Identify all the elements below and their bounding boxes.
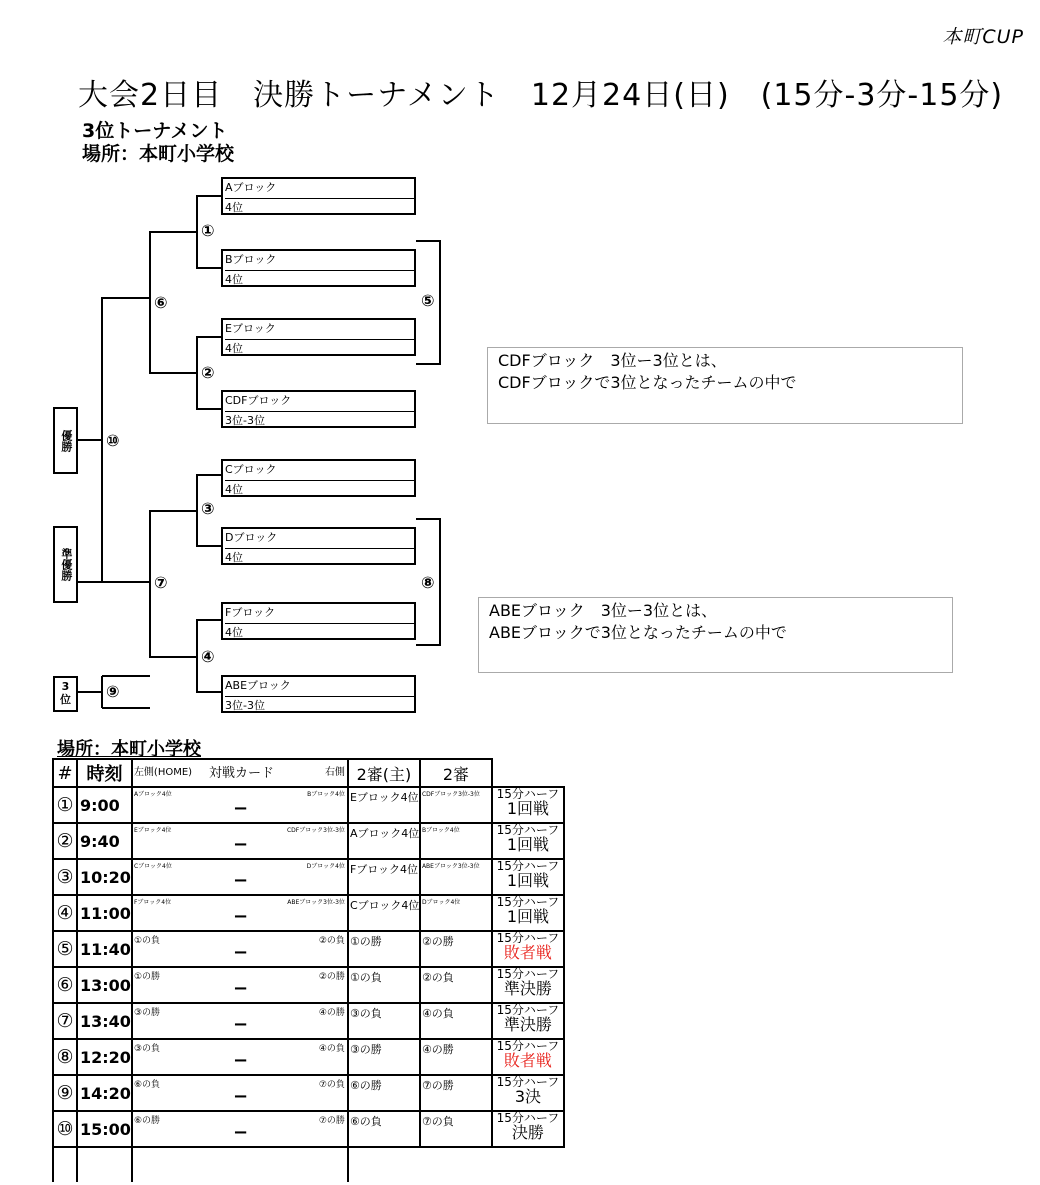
empty-cell <box>132 1147 348 1182</box>
match-number: ④ <box>201 647 215 666</box>
home-team: ①の勝 <box>133 972 161 982</box>
result-runner-up: 準優勝 <box>53 526 78 603</box>
slot-block: Cブロック <box>225 463 277 476</box>
match-duration: 15分ハーフ <box>496 1111 560 1125</box>
match-number: ⑦ <box>154 573 168 592</box>
referee-sub: ⑦の勝 <box>421 1079 454 1092</box>
note-abe <box>478 597 953 673</box>
referee-main: ⑥の負 <box>349 1115 382 1128</box>
match-no-cell: ⑨ <box>53 1075 77 1111</box>
bracket-slot <box>221 177 416 215</box>
cup-tag: 本町CUP <box>942 26 1024 48</box>
vs-mark: − <box>232 1086 249 1107</box>
empty-cell <box>492 1147 564 1182</box>
match-card-cell <box>132 1111 348 1147</box>
referee-sub: CDFブロック3位-3位 <box>421 791 480 798</box>
vs-mark: − <box>232 978 249 999</box>
match-time-cell: 9:40 <box>77 823 132 859</box>
referee-main: ③の負 <box>349 1007 382 1020</box>
note-line: ABEブロックで3位となったチームの中で <box>489 623 787 643</box>
slot-block: Eブロック <box>225 322 276 335</box>
away-team: ④の勝 <box>318 1008 345 1018</box>
table-row <box>53 1111 564 1147</box>
match-time-cell: 10:20 <box>77 859 132 895</box>
match-time-cell: 11:00 <box>77 895 132 931</box>
referee-sub-cell <box>420 1075 492 1111</box>
table-row <box>53 931 564 967</box>
home-team: ⑥の負 <box>133 1080 161 1090</box>
away-team: ②の勝 <box>318 972 345 982</box>
referee-sub-cell <box>420 787 492 823</box>
away-team: ②の負 <box>318 936 345 946</box>
referee-main-cell <box>348 1075 420 1111</box>
referee-sub-cell <box>420 859 492 895</box>
match-duration: 15分ハーフ <box>496 1003 560 1017</box>
schedule-table <box>52 758 565 1182</box>
slot-rank: 4位 <box>225 623 416 640</box>
slot-block: Aブロック <box>225 181 277 194</box>
match-no-cell: ① <box>53 787 77 823</box>
match-round: 1回戦 <box>506 870 550 890</box>
referee-main-cell <box>348 823 420 859</box>
table-row <box>53 1075 564 1111</box>
table-row-empty <box>53 1147 564 1182</box>
referee-sub: ④の負 <box>421 1007 454 1020</box>
vs-mark: − <box>232 870 249 891</box>
bracket-slot <box>221 602 416 640</box>
subtitle-third-place: 3位トーナメント <box>82 120 228 142</box>
match-kind-cell <box>492 931 564 967</box>
match-round: 敗者戦 <box>503 1050 552 1070</box>
match-number: ⑩ <box>106 431 120 450</box>
match-number: ① <box>201 221 215 240</box>
referee-sub-cell <box>420 1111 492 1147</box>
referee-sub: ④の勝 <box>421 1043 454 1056</box>
referee-sub: ②の勝 <box>421 935 454 948</box>
referee-main: ⑥の勝 <box>349 1079 382 1092</box>
home-team: ⑥の勝 <box>133 1116 161 1126</box>
vs-mark: − <box>232 906 249 927</box>
note-line: CDFブロック 3位ー3位とは、 <box>498 351 727 370</box>
match-round: 3決 <box>514 1086 542 1106</box>
col-away: 右側 <box>324 767 345 778</box>
slot-rank: 4位 <box>225 480 416 497</box>
slot-block: Fブロック <box>225 606 276 619</box>
match-time-cell: 15:00 <box>77 1111 132 1147</box>
match-duration: 15分ハーフ <box>496 823 560 837</box>
match-duration: 15分ハーフ <box>496 895 560 909</box>
referee-sub: ABEブロック3位-3位 <box>421 863 480 870</box>
vs-mark: − <box>232 798 249 819</box>
referee-main-cell <box>348 1039 420 1075</box>
empty-cell <box>420 1147 492 1182</box>
referee-main: ①の負 <box>349 971 382 984</box>
slot-rank: 4位 <box>225 270 416 287</box>
slot-rank: 4位 <box>225 548 416 565</box>
match-kind-cell <box>492 1111 564 1147</box>
note-cdf <box>487 347 963 424</box>
match-number: ⑤ <box>421 291 435 310</box>
bracket-slot <box>221 390 416 428</box>
result-champion: 優勝 <box>53 407 78 474</box>
match-time-cell: 11:40 <box>77 931 132 967</box>
away-team: Bブロック4位 <box>307 791 345 798</box>
bracket-slot <box>221 318 416 356</box>
match-no-cell: ⑩ <box>53 1111 77 1147</box>
away-team: ⑦の勝 <box>318 1116 345 1126</box>
home-team: Eブロック4位 <box>133 827 172 834</box>
col-no: # <box>53 759 77 787</box>
match-round: 1回戦 <box>506 906 550 926</box>
away-team: ⑦の負 <box>318 1080 345 1090</box>
away-team: CDFブロック3位-3位 <box>286 827 345 834</box>
referee-main-cell <box>348 1111 420 1147</box>
empty-cell <box>348 1147 420 1182</box>
match-no-cell: ④ <box>53 895 77 931</box>
note-line: ABEブロック 3位ー3位とは、 <box>489 601 718 620</box>
match-card-cell <box>132 1039 348 1075</box>
match-round: 敗者戦 <box>503 942 552 962</box>
vs-mark: − <box>232 1122 249 1143</box>
away-team: ABEブロック3位-3位 <box>287 899 345 906</box>
match-kind-cell <box>492 1003 564 1039</box>
referee-sub-cell <box>420 967 492 1003</box>
referee-main: Fブロック4位 <box>349 863 419 876</box>
referee-main-cell <box>348 859 420 895</box>
match-duration: 15分ハーフ <box>496 967 560 981</box>
referee-main-cell <box>348 931 420 967</box>
slot-rank: 4位 <box>225 198 416 215</box>
match-kind-cell <box>492 823 564 859</box>
home-team: Cブロック4位 <box>133 863 172 870</box>
slot-rank: 3位-3位 <box>225 411 416 428</box>
match-kind-cell <box>492 787 564 823</box>
home-team: Aブロック4位 <box>133 791 172 798</box>
referee-sub: Bブロック4位 <box>421 827 460 834</box>
match-duration: 15分ハーフ <box>496 1039 560 1053</box>
match-kind-cell <box>492 895 564 931</box>
match-card-cell <box>132 931 348 967</box>
match-time-cell: 9:00 <box>77 787 132 823</box>
referee-sub-cell <box>420 895 492 931</box>
col-card-label: 対戦カード <box>208 766 274 781</box>
match-round: 準決勝 <box>503 1014 552 1034</box>
match-kind-cell <box>492 1039 564 1075</box>
match-time-cell: 13:40 <box>77 1003 132 1039</box>
vs-mark: − <box>232 1014 249 1035</box>
away-team: Dブロック4位 <box>306 863 345 870</box>
home-team: ③の負 <box>133 1044 161 1054</box>
match-no-cell: ③ <box>53 859 77 895</box>
table-row <box>53 967 564 1003</box>
referee-main: Eブロック4位 <box>349 791 419 804</box>
referee-main-cell <box>348 1003 420 1039</box>
match-no-cell: ⑧ <box>53 1039 77 1075</box>
referee-sub-cell <box>420 823 492 859</box>
match-time-cell: 12:20 <box>77 1039 132 1075</box>
referee-sub-cell <box>420 931 492 967</box>
match-card-cell <box>132 1075 348 1111</box>
bracket-slot <box>221 459 416 497</box>
vs-mark: − <box>232 942 249 963</box>
home-team: Fブロック4位 <box>133 899 172 906</box>
match-duration: 15分ハーフ <box>496 859 560 873</box>
home-team: ③の勝 <box>133 1008 161 1018</box>
referee-sub-cell <box>420 1039 492 1075</box>
empty-cell <box>53 1147 77 1182</box>
table-row <box>53 1003 564 1039</box>
result-third: 3位 <box>53 676 78 712</box>
slot-block: Bブロック <box>225 253 277 266</box>
subtitle-venue: 場所：本町小学校 <box>82 143 235 165</box>
referee-main-cell <box>348 895 420 931</box>
referee-sub: ⑦の負 <box>421 1115 454 1128</box>
match-time-cell: 14:20 <box>77 1075 132 1111</box>
referee-main: ③の勝 <box>349 1043 382 1056</box>
match-number: ③ <box>201 499 215 518</box>
match-card-cell <box>132 859 348 895</box>
match-round: 1回戦 <box>506 834 550 854</box>
match-duration: 15分ハーフ <box>496 1075 560 1089</box>
match-card-cell <box>132 895 348 931</box>
col-kind <box>492 759 564 787</box>
match-kind-cell <box>492 1075 564 1111</box>
match-round: 準決勝 <box>503 978 552 998</box>
match-duration: 15分ハーフ <box>496 931 560 945</box>
col-card <box>132 759 348 787</box>
note-line: CDFブロックで3位となったチームの中で <box>498 373 797 393</box>
match-round: 決勝 <box>511 1122 544 1142</box>
referee-main: Cブロック4位 <box>349 899 420 912</box>
referee-main-cell <box>348 787 420 823</box>
vs-mark: − <box>232 834 249 855</box>
match-no-cell: ⑥ <box>53 967 77 1003</box>
page-title: 大会2日目 決勝トーナメント 12月24日(日) (15分-3分-15分) <box>78 78 1004 113</box>
match-number: ⑨ <box>106 682 120 701</box>
slot-block: ABEブロック <box>225 679 291 692</box>
away-team: ④の負 <box>318 1044 345 1054</box>
schedule-venue: 場所：本町小学校 <box>57 739 201 760</box>
match-card-cell <box>132 787 348 823</box>
slot-block: Dブロック <box>225 531 278 544</box>
referee-sub: ②の負 <box>421 971 454 984</box>
slot-rank: 3位-3位 <box>225 696 416 713</box>
referee-sub: Dブロック4位 <box>421 899 461 906</box>
slot-block: CDFブロック <box>225 394 292 407</box>
match-time-cell: 13:00 <box>77 967 132 1003</box>
match-number: ② <box>201 363 215 382</box>
match-number: ⑥ <box>154 293 168 312</box>
vs-mark: − <box>232 1050 249 1071</box>
match-card-cell <box>132 967 348 1003</box>
table-header-row <box>53 759 564 787</box>
table-row <box>53 895 564 931</box>
match-number: ⑧ <box>421 573 435 592</box>
match-no-cell: ⑤ <box>53 931 77 967</box>
col-home: 左側(HOME) <box>133 767 193 778</box>
col-time: 時刻 <box>77 759 132 787</box>
match-kind-cell <box>492 967 564 1003</box>
col-ref1: 2審(主) <box>348 759 420 787</box>
referee-sub-cell <box>420 1003 492 1039</box>
match-duration: 15分ハーフ <box>496 787 560 801</box>
home-team: ①の負 <box>133 936 161 946</box>
referee-main: ①の勝 <box>349 935 382 948</box>
table-row <box>53 823 564 859</box>
table-row <box>53 1039 564 1075</box>
referee-main: Aブロック4位 <box>349 827 420 840</box>
bracket-slot <box>221 527 416 565</box>
bracket-slot <box>221 675 416 713</box>
table-row <box>53 859 564 895</box>
match-no-cell: ② <box>53 823 77 859</box>
match-card-cell <box>132 1003 348 1039</box>
match-card-cell <box>132 823 348 859</box>
match-kind-cell <box>492 859 564 895</box>
table-row <box>53 787 564 823</box>
empty-cell <box>77 1147 132 1182</box>
bracket-slot <box>221 249 416 287</box>
referee-main-cell <box>348 967 420 1003</box>
slot-rank: 4位 <box>225 339 416 356</box>
col-ref2: 2審 <box>420 759 492 787</box>
match-round: 1回戦 <box>506 798 550 818</box>
match-no-cell: ⑦ <box>53 1003 77 1039</box>
